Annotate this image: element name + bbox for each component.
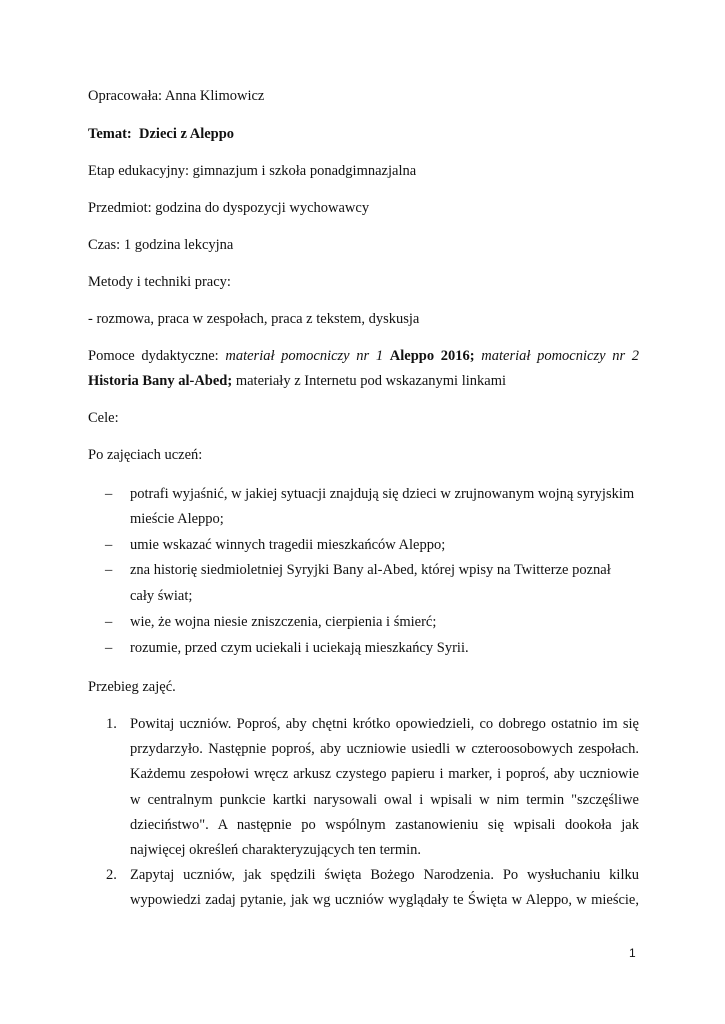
subject-line: Przedmiot: godzina do dyspozycji wychowawcy [88,200,370,216]
goal-item-3-line-2: cały świat; [130,588,193,604]
time-line: Czas: 1 godzina lekcyjna [88,237,234,253]
goals-label: Cele: [88,410,119,426]
after-label: Po zajęciach uczeń: [88,447,203,463]
aids-tail: materiały z Internetu pod wskazanymi linkami [235,373,507,389]
aids-line-1 [88,348,639,365]
bullet-dash: – [105,537,113,553]
step-1-line-3: Każdemu zespołowi wręcz arkusz czystego papieru i marker, i poproś, aby uczniowie [130,766,639,782]
step-2-line-2: wypowiedzi zadaj pytanie, jak wg uczniów wyglądały te Święta w Aleppo, w mieście, [130,892,639,908]
bullet-dash: – [105,562,113,578]
step-number: 1. [106,716,117,732]
bullet-dash: – [105,486,113,502]
step-1-line-2: przydarzyło. Następnie poproś, aby uczniowie usiedli w czteroosobowych zespołach. [130,741,639,757]
topic-value: Dzieci z Aleppo [139,126,235,142]
page-number: 1 [629,946,636,960]
step-number: 2. [106,867,117,883]
goal-item-5: rozumie, przed czym uciekali i uciekają mieszkańcy Syrii. [130,640,469,656]
step-1-line-4: w centralnym punkcie kartki narysowali owal i wpisali w nim termin "szczęśliwe [130,792,639,808]
topic-line [88,126,234,143]
methods-label: Metody i techniki pracy: [88,274,231,290]
goal-item-1-line-2: mieście Aleppo; [130,511,224,527]
aids-material-1: materiał pomocniczy nr 1 [225,348,384,364]
aids-material-2-title: Historia Bany al-Abed; [88,373,233,389]
bullet-dash: – [105,614,113,630]
goal-item-1-line-1: potrafi wyjaśnić, w jakiej sytuacji znajdują się dzieci w zrujnowanym wojną syryjskim [130,486,635,502]
author-line: Opracowała: Anna Klimowicz [88,88,265,104]
bullet-dash: – [105,640,113,656]
aids-material-2: materiał pomocniczy nr 2 [481,348,640,364]
aids-material-1-title: Aleppo 2016; [389,348,475,364]
goal-item-2: umie wskazać winnych tragedii mieszkańców Aleppo; [130,537,446,553]
methods-value: - rozmowa, praca w zespołach, praca z tekstem, dyskusja [88,311,420,327]
aids-label: Pomoce dydaktyczne: [88,348,219,364]
aids-line-2 [88,373,506,390]
step-2-line-1: Zapytaj uczniów, jak spędzili święta Bożego Narodzenia. Po wysłuchaniu kilku [130,867,639,883]
topic-label: Temat: [88,126,132,142]
step-1-line-5: dzieciństwo". A następnie po wspólnym zastanowieniu się wpisali dookoła jak [130,817,639,833]
goal-item-3-line-1: zna historię siedmioletniej Syryjki Bany al-Abed, której wpisy na Twitterze poznał [130,562,611,578]
step-1-line-6: najwięcej określeń charakteryzujących ten termin. [130,842,422,858]
stage-line: Etap edukacyjny: gimnazjum i szkoła ponadgimnazjalna [88,163,417,179]
course-label: Przebieg zajęć. [88,679,176,695]
goal-item-4: wie, że wojna niesie zniszczenia, cierpienia i śmierć; [130,614,437,630]
step-1-line-1: Powitaj uczniów. Poproś, aby chętni krótko opowiedzieli, co dobrego ostatnio im się [130,716,639,732]
